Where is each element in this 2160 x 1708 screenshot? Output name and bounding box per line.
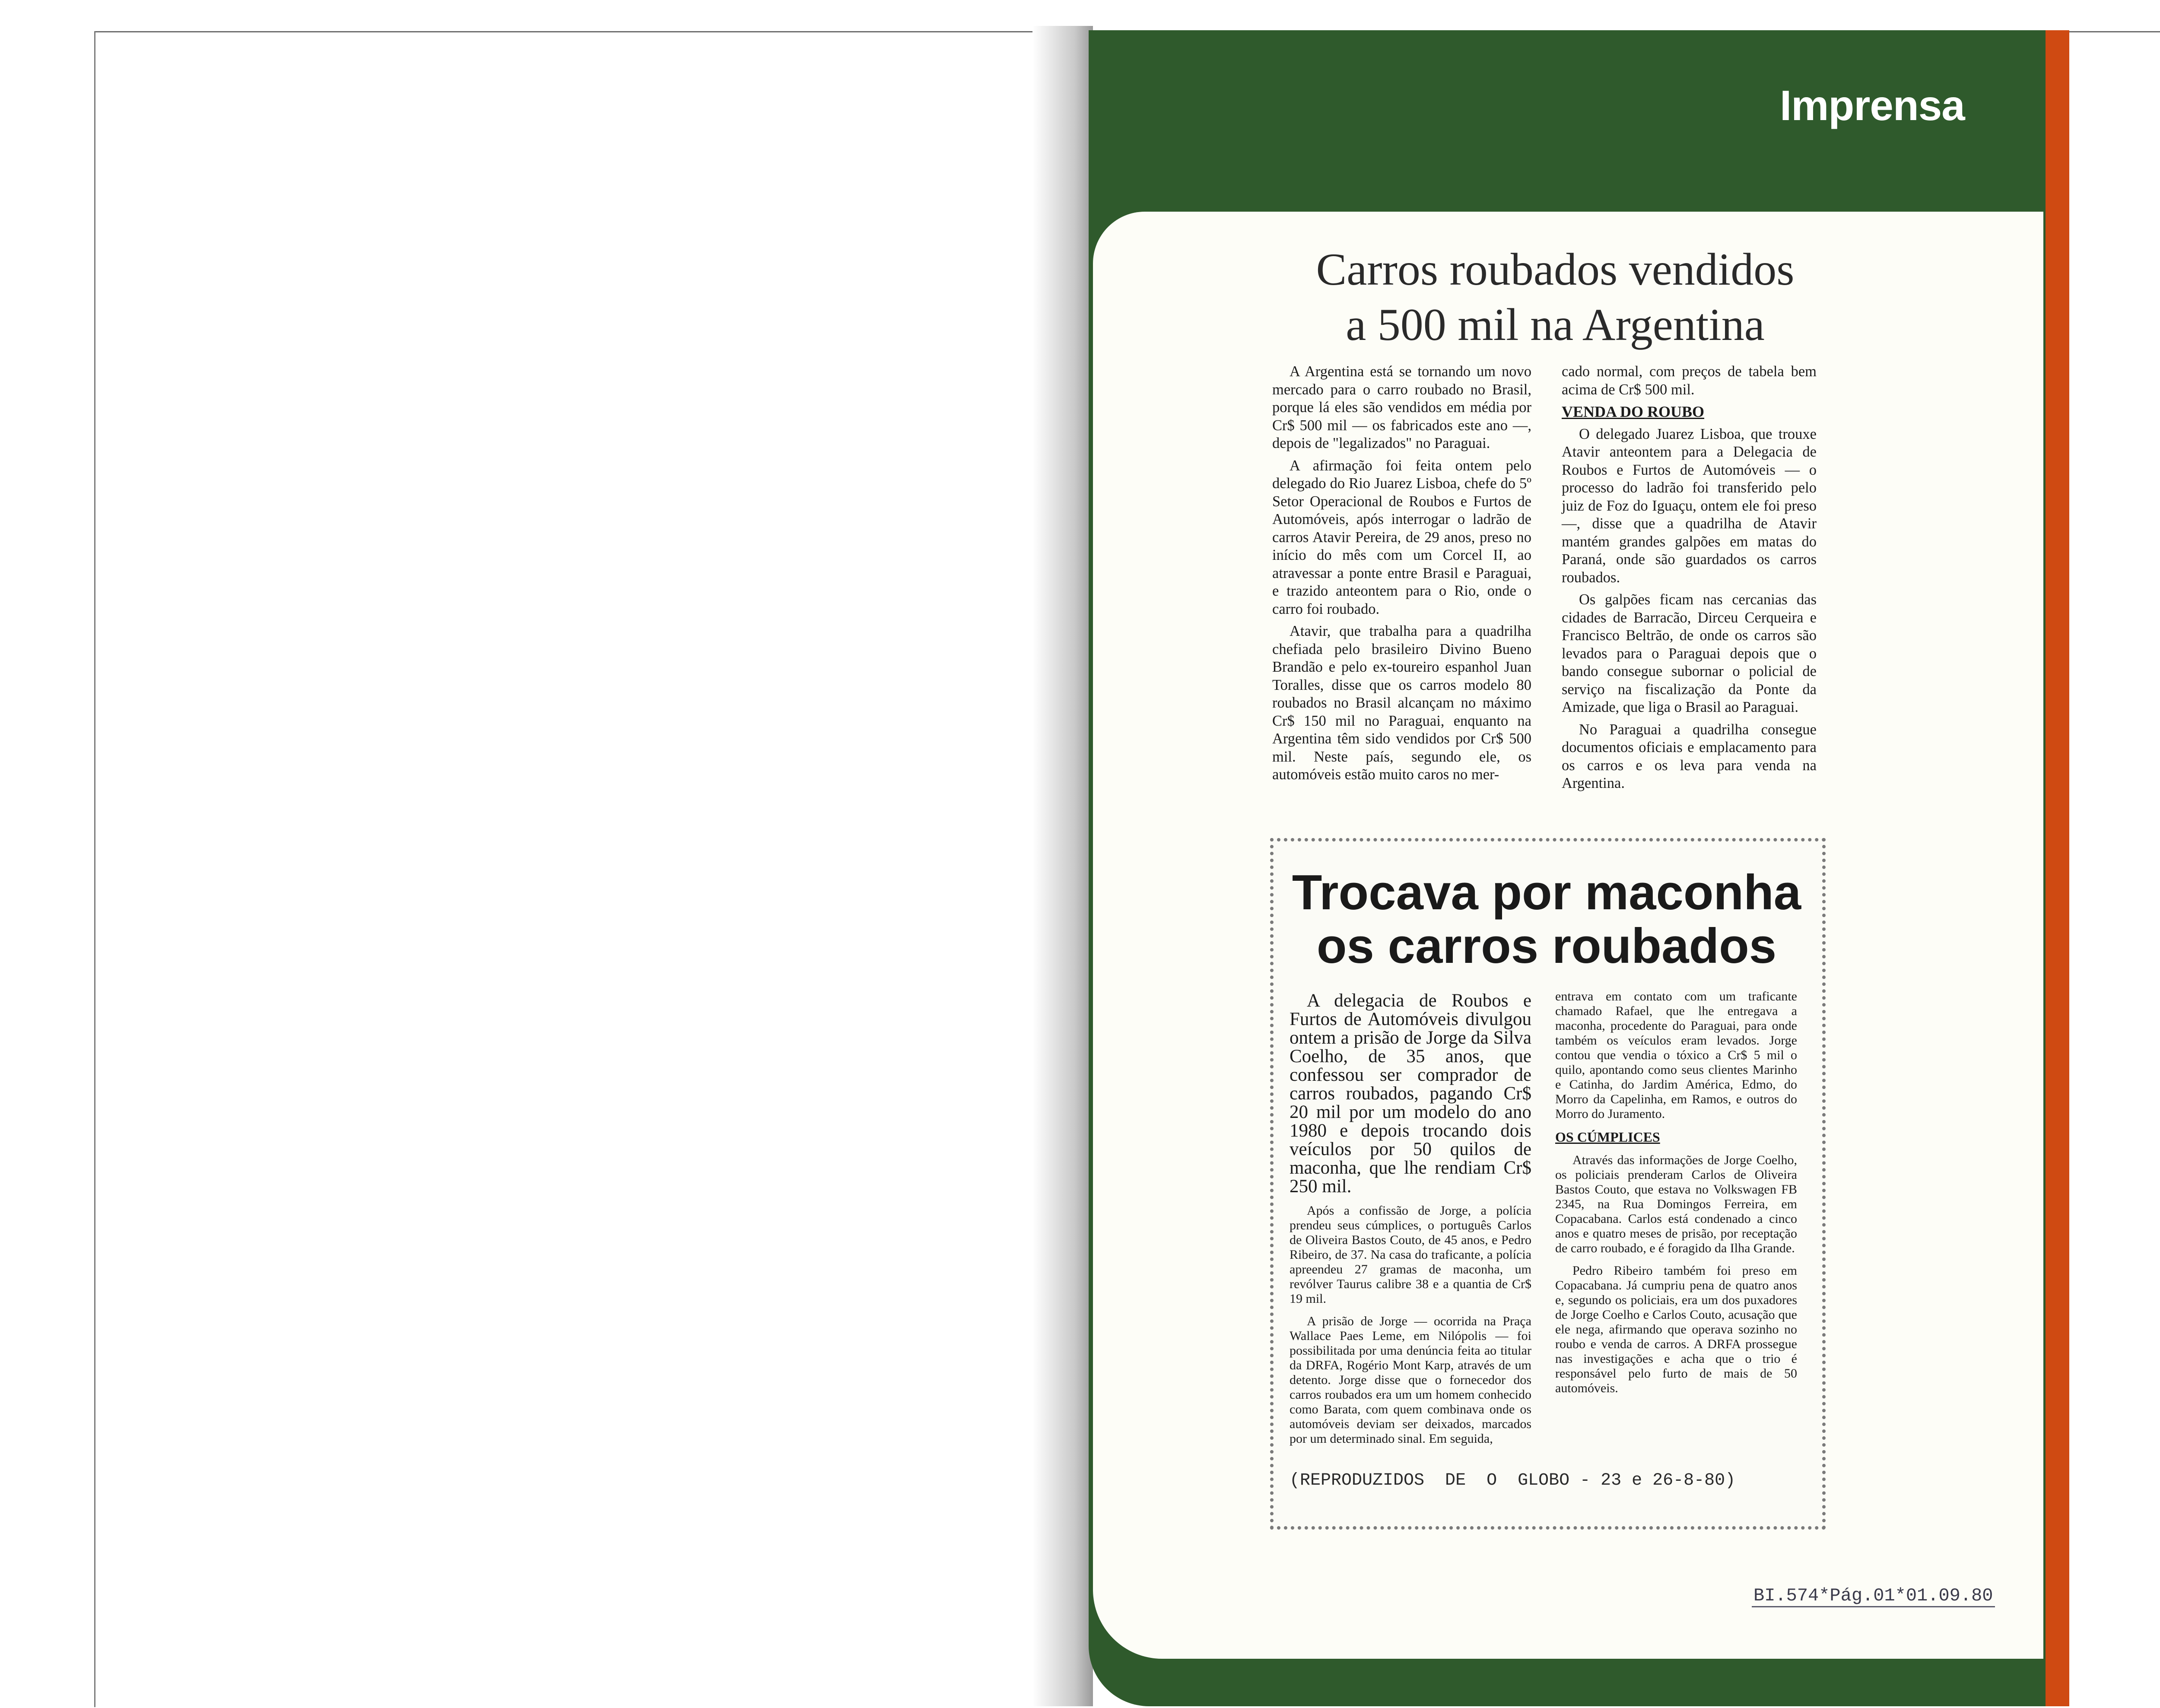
article1-column1: [1272, 363, 1531, 788]
scan-border-left: [94, 31, 95, 1707]
section-title: Imprensa: [1780, 82, 1965, 129]
article2-column1: [1290, 991, 1531, 1454]
article1-column2: [1562, 363, 1817, 797]
article1-paragraph: Atavir, que trabalha para a quadrilha chefiada pelo brasileiro Divino Bueno Brandão e pelo ex-toureiro espanhol Juan Toralles, disse que os carros modelo 80 roubados no Brasil alcançam no máximo Cr$ 150 mil no Paraguai, enquanto na Argentina têm sido vendidos por Cr$ 500 mil. Neste país, segundo ele, os automóveis estão muito caros no mer-: [1272, 623, 1531, 783]
article2-headline-line1: Trocava por maconha: [1292, 865, 1801, 920]
article2-paragraph: Através das informações de Jorge Coelho, os policiais prenderam Carlos de Oliveira Bastos Couto, que estava no Volkswagen FB 2345, na Rua Domingos Ferreira, em Copacabana. Carlos está condenado a cinco anos e quatro meses de prisão, por receptação de carro roubado, e é foragido da Ilha Grande.: [1555, 1153, 1797, 1255]
article1-paragraph: No Paraguai a quadrilha consegue documentos oficiais e emplacamento para os carros e os leva para venda na Argentina.: [1562, 721, 1817, 791]
article1-paragraph: A Argentina está se tornando um novo mercado para o carro roubado no Brasil, porque lá eles são vendidos em média por Cr$ 500 mil — os fabricados este ano —, depois de "legalizados" no Paraguai.: [1272, 363, 1531, 451]
article2-column2: [1555, 989, 1797, 1403]
orange-page-edge: [2046, 30, 2069, 1706]
article2-lead: A delegacia de Roubos e Furtos de Automóveis divulgou ontem a prisão de Jorge da Silva Coelho, de 35 anos, que confessou ser comprador de carros roubados, pagando Cr$ 20 mil por um modelo do ano 1980 e depois trocando dois veículos por 50 quilos de maconha, que lhe rendiam Cr$ 250 mil.: [1290, 991, 1531, 1197]
article2-paragraph: A prisão de Jorge — ocorrida na Praça Wallace Paes Leme, em Nilópolis — foi possibilitada por uma denúncia feita ao titular da DRFA, Rogério Mont Karp, através de um detento. Jorge disse que o fornecedor dos carros roubados era um um homem conhecido como Barata, com quem combinava onde os automóveis deviam ser deixados, marcados por um determinado sinal. Em seguida,: [1290, 1314, 1531, 1446]
source-credit: (REPRODUZIDOS DE O GLOBO - 23 e 26-8-80): [1290, 1471, 1736, 1490]
blank-left-page: [97, 34, 1088, 1705]
article2-paragraph: Pedro Ribeiro também foi preso em Copacabana. Já cumpriu pena de quatro anos e, segundo os policiais, era um dos puxadores de Jorge Coelho e Carlos Couto, acusação que ele nega, afirmando que operava sozinho no roubo e venda de carros. A DRFA prossegue nas investigações e acha que o trio é responsável pelo furto de mais de 50 automóveis.: [1555, 1264, 1797, 1395]
article1-headline-line1: Carros roubados vendidos: [1316, 244, 1795, 295]
article1-paragraph: O delegado Juarez Lisboa, que trouxe Atavir anteontem para a Delegacia de Roubos e Furtos de Automóveis — o processo do ladrão foi transferido pelo juiz de Foz do Iguaçu, ontem ele foi preso —, disse que a quadrilha de Atavir mantém grandes galpões em matas do Paraná, onde são guardados os carros roubados.: [1562, 425, 1817, 586]
book-spine-shadow: [1032, 26, 1093, 1706]
article1-headline: [1253, 242, 1858, 352]
article2-headline: [1272, 866, 1821, 973]
article2-headline-line2: os carros roubados: [1316, 919, 1777, 974]
article2-subhead: OS CÚMPLICES: [1555, 1129, 1660, 1145]
article1-headline-line2: a 500 mil na Argentina: [1346, 299, 1765, 350]
article1-paragraph: Os galpões ficam nas cercanias das cidades de Barracão, Dirceu Cerqueira e Francisco Beltrão, de onde os carros são levados para o Paraguai depois que o bando consegue subornar o policial de serviço na fiscalização da Ponte da Amizade, que liga o Brasil ao Paraguai.: [1562, 591, 1817, 715]
article2-paragraph: Após a confissão de Jorge, a polícia prendeu seus cúmplices, o português Carlos de Oliveira Bastos Couto, de 45 anos, e Pedro Ribeiro, de 37. Na casa do traficante, a polícia apreendeu 27 gramas de maconha, um revólver Taurus calibre 38 e a quantia de Cr$ 19 mil.: [1290, 1203, 1531, 1306]
article1-paragraph: A afirmação foi feita ontem pelo delegado do Rio Juarez Lisboa, chefe do 5º Setor Operacional de Roubos e Furtos de Automóveis, após interrogar o ladrão de carros Atavir Pereira, de 29 anos, preso no início do mês com um Corcel II, ao atravessar a ponte entre Brasil e Paraguai, e trazido anteontem para o Rio, onde o carro foi roubado.: [1272, 457, 1531, 617]
article1-continuation: cado normal, com preços de tabela bem acima de Cr$ 500 mil.: [1562, 363, 1817, 398]
page-identifier: BI.574*Pág.01*01.09.80: [1752, 1585, 1995, 1607]
article2-continuation: entrava em contato com um traficante chamado Rafael, que lhe entregava a maconha, procedente do Paraguai, para onde também os veículos eram levados. Jorge contou que vendia o tóxico a Cr$ 5 mil o quilo, apontando como seus clientes Marinho e Catinha, do Jardim América, Edmo, do Morro da Capelinha, em Ramos, e outros do Morro do Juramento.: [1555, 989, 1797, 1121]
article1-subhead: VENDA DO ROUBO: [1562, 403, 1705, 420]
